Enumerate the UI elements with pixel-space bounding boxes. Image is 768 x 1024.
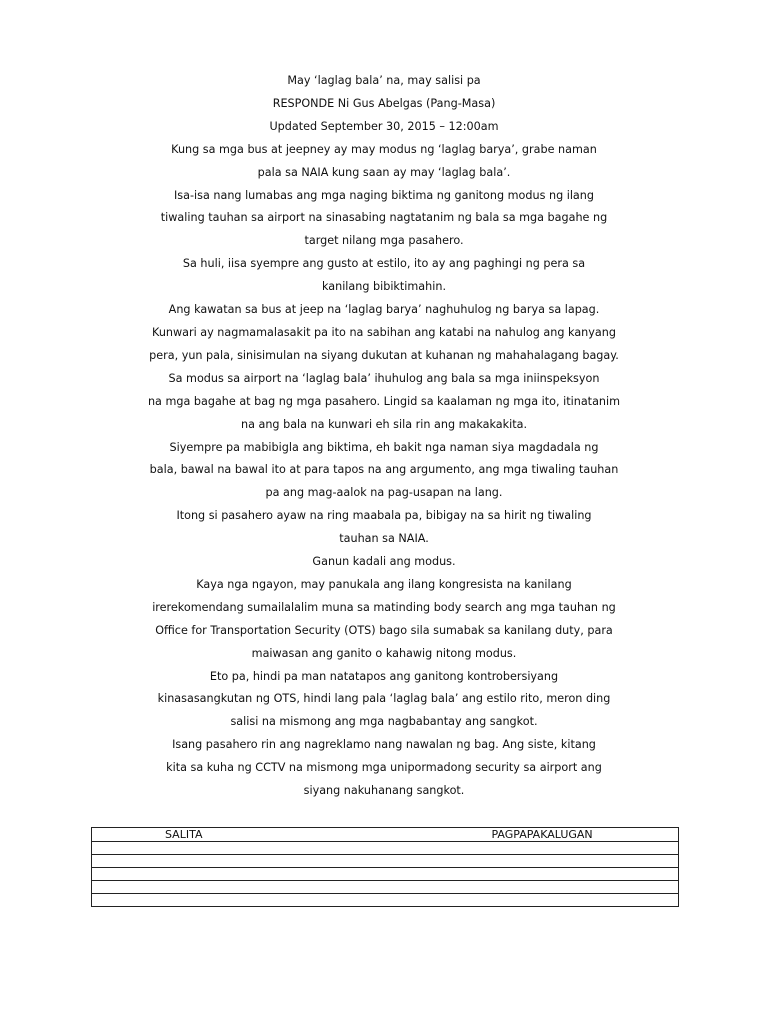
table-row	[92, 868, 679, 881]
table-cell-pagpapakalugan[interactable]	[388, 894, 679, 907]
article-byline: RESPONDE Ni Gus Abelgas (Pang-Masa)	[272, 96, 496, 110]
article-body	[100, 70, 668, 803]
article-line: Ang kawatan sa bus at jeep na ‘laglag barya’ naghuhulog ng barya sa lapag.	[168, 303, 600, 317]
table-row	[92, 855, 679, 868]
article-line: tauhan sa NAIA.	[339, 532, 429, 546]
article-line: kinasasangkutan ng OTS, hindi lang pala ‘laglag bala’ ang estilo rito, meron ding	[157, 692, 611, 706]
article-line: Isa-isa nang lumabas ang mga naging biktima ng ganitong modus ng ilang	[174, 188, 594, 202]
article-line: irerekomendang sumailalalim muna sa matinding body search ang mga tauhan ng	[152, 600, 616, 614]
article-line: Kunwari ay nagmamalasakit pa ito na sabihan ang katabi na nahulog ang kanyang	[152, 325, 616, 339]
table-row	[92, 881, 679, 894]
table-row	[92, 894, 679, 907]
article-line: Kaya nga ngayon, may panukala ang ilang kongresista na kanilang	[196, 577, 572, 591]
article-line: maiwasan ang ganito o kahawig nitong modus.	[251, 646, 517, 660]
article-line: salisi na mismong ang mga nagbabantay ang sangkot.	[230, 715, 538, 729]
article-line: na ang bala na kunwari eh sila rin ang makakakita.	[240, 417, 528, 431]
article-line: pa ang mag-aalok na pag-usapan na lang.	[265, 486, 503, 500]
article-line: kita sa kuha ng CCTV na mismong mga unipormadong security sa airport ang	[166, 761, 602, 775]
article-line: pera, yun pala, sinisimulan na siyang dukutan at kuhanan ng mahahalagang bagay.	[149, 348, 619, 362]
article-line: Kung sa mga bus at jeepney ay may modus ng ‘laglag barya’, grabe naman	[171, 142, 597, 156]
vocabulary-table	[91, 827, 679, 907]
vocabulary-table-container	[91, 827, 678, 907]
article-title: May ‘laglag bala’ na, may salisi pa	[287, 74, 481, 87]
table-cell-salita[interactable]	[92, 842, 388, 855]
article-line: kanilang bibiktimahin.	[321, 280, 447, 294]
article-line: Isang pasahero rin ang nagreklamo nang nawalan ng bag. Ang siste, kitang	[172, 738, 596, 752]
article-line: tiwaling tauhan sa airport na sinasabing nagtatanim ng bala sa mga bagahe ng	[160, 211, 608, 225]
table-cell-pagpapakalugan[interactable]	[388, 855, 679, 868]
article-line: Eto pa, hindi pa man natatapos ang ganitong kontrobersiyang	[209, 669, 559, 683]
table-row	[92, 842, 679, 855]
table-cell-salita[interactable]	[92, 894, 388, 907]
table-cell-salita[interactable]	[92, 881, 388, 894]
article-line: siyang nakuhanang sangkot.	[303, 784, 465, 798]
table-header-row	[92, 828, 679, 842]
column-header-salita: SALITA	[92, 828, 388, 842]
column-header-pagpapakalugan: PAGPAPAKALUGAN	[388, 828, 679, 842]
table-cell-pagpapakalugan[interactable]	[388, 881, 679, 894]
article-line: Ganun kadali ang modus.	[312, 555, 456, 569]
article-line: target nilang mga pasahero.	[304, 234, 464, 248]
article-line: Sa modus sa airport na ‘laglag bala’ ihuhulog ang bala sa mga iniinspeksyon	[168, 371, 600, 385]
article-line: Itong si pasahero ayaw na ring maabala pa, bibigay na sa hirit ng tiwaling	[176, 509, 592, 523]
table-cell-salita[interactable]	[92, 868, 388, 881]
article-line: Office for Transportation Security (OTS) bago sila sumabak sa kanilang duty, para	[155, 623, 613, 637]
table-cell-pagpapakalugan[interactable]	[388, 842, 679, 855]
article-line: Sa huli, iisa syempre ang gusto at estilo, ito ay ang paghingi ng pera sa	[182, 257, 586, 271]
table-cell-pagpapakalugan[interactable]	[388, 868, 679, 881]
article-line: pala sa NAIA kung saan ay may ‘laglag bala’.	[257, 165, 511, 179]
article-line: na mga bagahe at bag ng mga pasahero. Lingid sa kaalaman ng mga ito, itinatanim	[147, 394, 621, 408]
article-line: Siyempre pa mabibigla ang biktima, eh bakit nga naman siya magdadala ng	[169, 440, 599, 454]
article-line: bala, bawal na bawal ito at para tapos na ang argumento, ang mga tiwaling tauhan	[149, 463, 619, 477]
article-date: Updated September 30, 2015 – 12:00am	[269, 119, 499, 133]
table-cell-salita[interactable]	[92, 855, 388, 868]
